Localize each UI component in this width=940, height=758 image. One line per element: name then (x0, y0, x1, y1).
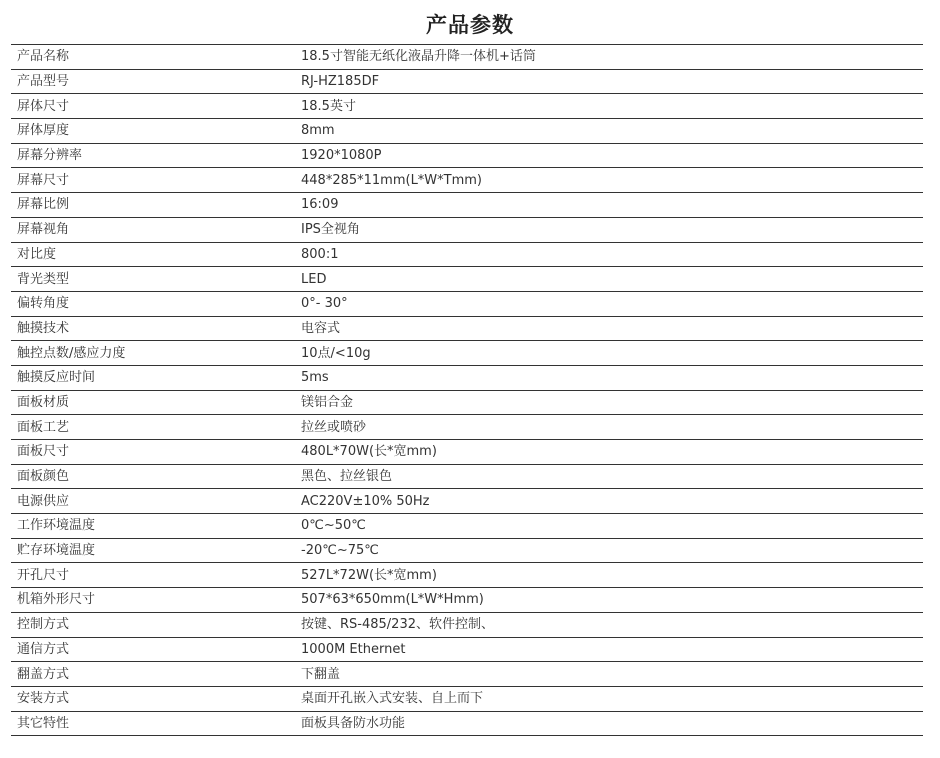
spec-label: 控制方式 (11, 612, 301, 637)
table-row (11, 686, 923, 711)
spec-label: 贮存环境温度 (11, 538, 301, 563)
spec-label: 产品型号 (11, 69, 301, 94)
spec-value: 下翻盖 (301, 662, 923, 687)
spec-label: 产品名称 (11, 45, 301, 70)
spec-value: 16:09 (301, 193, 923, 218)
table-row (11, 464, 923, 489)
spec-label: 面板尺寸 (11, 440, 301, 465)
table-row (11, 588, 923, 613)
spec-label: 机箱外形尺寸 (11, 588, 301, 613)
spec-label: 安装方式 (11, 686, 301, 711)
spec-value: 5ms (301, 365, 923, 390)
spec-value: 8mm (301, 119, 923, 144)
table-row (11, 514, 923, 539)
spec-value: 0°- 30° (301, 291, 923, 316)
spec-label: 屏幕尺寸 (11, 168, 301, 193)
spec-label: 触摸反应时间 (11, 365, 301, 390)
spec-value: 800:1 (301, 242, 923, 267)
table-row (11, 45, 923, 70)
table-row (11, 341, 923, 366)
spec-value: RJ-HZ185DF (301, 69, 923, 94)
table-row (11, 316, 923, 341)
table-row (11, 538, 923, 563)
spec-label: 屏幕分辨率 (11, 143, 301, 168)
spec-value: 桌面开孔嵌入式安装、自上而下 (301, 686, 923, 711)
table-row (11, 440, 923, 465)
spec-value: 480L*70W(长*宽mm) (301, 440, 923, 465)
spec-value: LED (301, 267, 923, 292)
spec-label: 屏体尺寸 (11, 94, 301, 119)
spec-label: 电源供应 (11, 489, 301, 514)
spec-label: 通信方式 (11, 637, 301, 662)
spec-label: 开孔尺寸 (11, 563, 301, 588)
spec-value: 527L*72W(长*宽mm) (301, 563, 923, 588)
spec-value: 电容式 (301, 316, 923, 341)
table-row (11, 711, 923, 736)
spec-value: 18.5英寸 (301, 94, 923, 119)
table-row (11, 217, 923, 242)
spec-label: 触摸技术 (11, 316, 301, 341)
spec-value: 1920*1080P (301, 143, 923, 168)
spec-label: 屏幕视角 (11, 217, 301, 242)
spec-label: 面板材质 (11, 390, 301, 415)
table-row (11, 69, 923, 94)
spec-value: 按键、RS-485/232、软件控制、 (301, 612, 923, 637)
table-row (11, 390, 923, 415)
table-row (11, 94, 923, 119)
spec-value: -20℃~75℃ (301, 538, 923, 563)
spec-label: 工作环境温度 (11, 514, 301, 539)
table-row (11, 291, 923, 316)
table-row (11, 143, 923, 168)
spec-label: 对比度 (11, 242, 301, 267)
spec-label: 其它特性 (11, 711, 301, 736)
spec-table (11, 44, 923, 736)
spec-value: IPS全视角 (301, 217, 923, 242)
table-row (11, 193, 923, 218)
spec-value: 拉丝或喷砂 (301, 415, 923, 440)
table-row (11, 365, 923, 390)
table-row (11, 119, 923, 144)
spec-label: 面板工艺 (11, 415, 301, 440)
spec-value: 448*285*11mm(L*W*Tmm) (301, 168, 923, 193)
spec-label: 屏幕比例 (11, 193, 301, 218)
spec-value: 10点/<10g (301, 341, 923, 366)
spec-value: 面板具备防水功能 (301, 711, 923, 736)
table-row (11, 612, 923, 637)
table-row (11, 415, 923, 440)
spec-value: 镁铝合金 (301, 390, 923, 415)
table-row (11, 242, 923, 267)
table-row (11, 637, 923, 662)
table-row (11, 267, 923, 292)
spec-table-body (11, 45, 923, 736)
spec-label: 偏转角度 (11, 291, 301, 316)
spec-label: 面板颜色 (11, 464, 301, 489)
spec-label: 触控点数/感应力度 (11, 341, 301, 366)
spec-label: 翻盖方式 (11, 662, 301, 687)
table-row (11, 168, 923, 193)
spec-value: 0℃~50℃ (301, 514, 923, 539)
spec-value: AC220V±10% 50Hz (301, 489, 923, 514)
spec-value: 18.5寸智能无纸化液晶升降一体机+话筒 (301, 45, 923, 70)
table-row (11, 489, 923, 514)
spec-label: 屏体厚度 (11, 119, 301, 144)
page-title: 产品参数 (426, 13, 514, 37)
spec-value: 黑色、拉丝银色 (301, 464, 923, 489)
table-row (11, 563, 923, 588)
spec-value: 507*63*650mm(L*W*Hmm) (301, 588, 923, 613)
table-row (11, 662, 923, 687)
spec-label: 背光类型 (11, 267, 301, 292)
spec-value: 1000M Ethernet (301, 637, 923, 662)
